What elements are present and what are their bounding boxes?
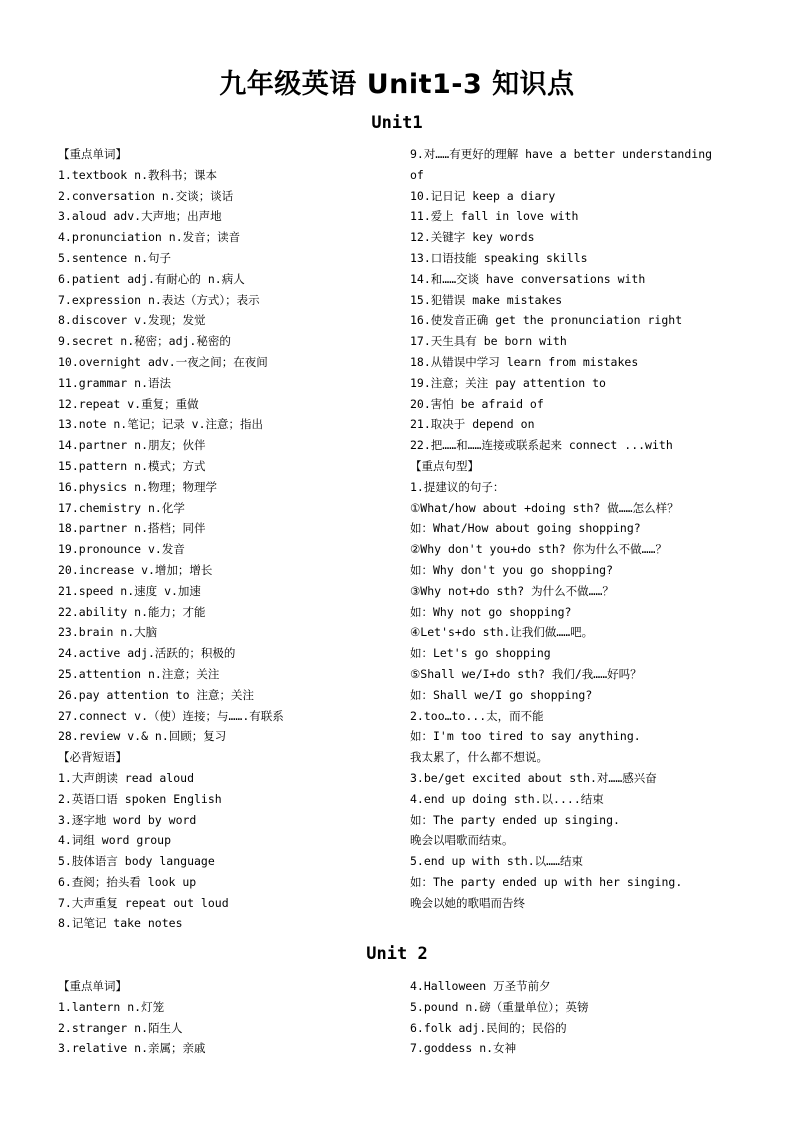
text-line: ①What/how about +doing sth? 做……怎么样？: [410, 500, 679, 515]
text-line: 9.对……有更好的理解 have a better understanding: [410, 147, 713, 161]
unit1-left-column: [58, 144, 284, 934]
text-line: 7.大声重复 repeat out loud: [58, 895, 229, 910]
text-line: 晚会以唱歌而结束。: [410, 833, 514, 848]
text-line: 3.relative n.亲属；亲戚: [58, 1041, 206, 1056]
text-line: 11.grammar n.语法: [58, 375, 172, 390]
text-line: 如：The party ended up singing.: [410, 812, 620, 827]
page-title: 九年级英语 Unit1-3 知识点: [219, 69, 575, 100]
unit2-right-column: [410, 976, 589, 1059]
text-line: 6.folk adj.民间的；民俗的: [410, 1020, 567, 1035]
text-line: 14.partner n.朋友；伙伴: [58, 438, 206, 453]
text-line: 10.overnight adv.一夜之间；在夜间: [58, 354, 268, 369]
text-line: 6.patient adj.有耐心的 n.病人: [58, 271, 245, 286]
text-line: 27.connect v.（使）连接；与…….有联系: [58, 708, 284, 723]
text-line: 16.使发音正确 get the pronunciation right: [410, 313, 683, 328]
text-line: 15.pattern n.模式；方式: [58, 458, 206, 473]
text-line: 13.口语技能 speaking skills: [410, 250, 588, 265]
unit1-right-column: [410, 144, 712, 913]
text-line: 【重点句型】: [410, 458, 479, 473]
text-line: 20.害怕 be afraid of: [410, 396, 544, 411]
text-line: 【必背短语】: [58, 750, 127, 765]
text-line: 11.爱上 fall in love with: [410, 209, 579, 224]
text-line: 7.expression n.表达（方式）；表示: [58, 292, 260, 307]
text-line: 1.lantern n.灯笼: [58, 999, 165, 1014]
text-line: 1.textbook n.教科书；课本: [58, 167, 218, 182]
text-line: ④Let's+do sth.让我们做……吧。: [410, 625, 594, 640]
text-line: 18.partner n.搭档；同伴: [58, 521, 206, 536]
text-line: 7.goddess n.女神: [410, 1041, 517, 1056]
text-line: 如：Why not go shopping?: [410, 604, 572, 619]
text-line: 12.关键字 key words: [410, 230, 535, 245]
text-line: 28.review v.& n.回顾；复习: [58, 729, 227, 744]
text-line: 3.逐字地 word by word: [58, 812, 197, 827]
text-line: 26.pay attention to 注意；关注: [58, 687, 254, 702]
text-line: 19.注意；关注 pay attention to: [410, 375, 606, 390]
text-line: 22.把……和……连接或联系起来 connect ...with: [410, 438, 673, 453]
text-line: 4.词组 word group: [58, 833, 172, 848]
text-line: 5.end up with sth.以……结束: [410, 854, 583, 869]
text-line: 2.too…to...太，而不能: [410, 708, 544, 723]
text-line: 9.secret n.秘密；adj.秘密的: [58, 334, 231, 349]
text-line: 2.英语口语 spoken English: [58, 791, 222, 806]
text-line: 5.肢体语言 body language: [58, 854, 215, 869]
text-line: 4.end up doing sth.以....结束: [410, 791, 604, 806]
text-line: 【重点单词】: [58, 979, 127, 993]
text-line: 如：The party ended up with her singing.: [410, 874, 683, 889]
text-line: ⑤Shall we/I+do sth? 我们/我……好吗？: [410, 666, 642, 681]
text-line: ②Why don't you+do sth? 你为什么不做……？: [410, 542, 667, 557]
text-line: 1.大声朗读 read aloud: [58, 770, 195, 785]
text-line: 14.和……交谈 have conversations with: [410, 271, 646, 286]
text-line: 我太累了，什么都不想说。: [410, 750, 548, 765]
text-line: 10.记日记 keep a diary: [410, 188, 556, 203]
text-line: 如：What/How about going shopping?: [410, 521, 641, 536]
text-line: 1.提建议的句子：: [410, 479, 505, 494]
text-line: 3.aloud adv.大声地；出声地: [58, 209, 222, 224]
text-line: 【重点单词】: [58, 147, 127, 161]
text-line: 如：Let's go shopping: [410, 646, 551, 661]
text-line: 24.active adj.活跃的；积极的: [58, 646, 236, 661]
text-line: 如：Why don't you go shopping?: [410, 562, 614, 577]
text-line: 25.attention n.注意；关注: [58, 666, 220, 681]
text-line: 15.犯错误 make mistakes: [410, 292, 563, 307]
text-line: 6.查阅；抬头看 look up: [58, 874, 197, 889]
text-line: 18.从错误中学习 learn from mistakes: [410, 354, 639, 369]
unit2-heading: Unit 2: [366, 944, 428, 964]
text-line: 2.conversation n.交谈；谈话: [58, 188, 234, 203]
text-line: 8.记笔记 take notes: [58, 916, 183, 931]
text-line: 19.pronounce v.发音: [58, 542, 185, 557]
unit2-left-column: [58, 976, 206, 1059]
text-line: 20.increase v.增加；增长: [58, 562, 213, 577]
text-line: 21.取决于 depend on: [410, 417, 535, 432]
text-line: 晚会以她的歌唱而告终: [410, 895, 525, 910]
text-line: 13.note n.笔记；记录 v.注意；指出: [58, 417, 264, 432]
text-line: 17.chemistry n.化学: [58, 500, 185, 515]
text-line: 23.brain n.大脑: [58, 625, 158, 640]
text-line: 8.discover v.发现；发觉: [58, 313, 206, 328]
text-line: of: [410, 167, 424, 182]
text-line: 如：Shall we/I go shopping?: [410, 687, 593, 702]
text-line: 如：I'm too tired to say anything.: [410, 729, 641, 744]
text-line: 5.pound n.磅（重量单位）；英镑: [410, 999, 589, 1014]
text-line: 3.be/get excited about sth.对……感兴奋: [410, 770, 657, 785]
text-line: 16.physics n.物理；物理学: [58, 479, 218, 494]
unit1-heading: Unit1: [371, 113, 423, 133]
text-line: 5.sentence n.句子: [58, 250, 172, 265]
text-line: ③Why not+do sth? 为什么不做……？: [410, 583, 614, 598]
text-line: 17.天生具有 be born with: [410, 334, 567, 349]
text-line: 12.repeat v.重复；重做: [58, 396, 199, 411]
text-line: 21.speed n.速度 v.加速: [58, 583, 201, 598]
text-line: 4.Halloween 万圣节前夕: [410, 979, 551, 993]
text-line: 22.ability n.能力；才能: [58, 604, 206, 619]
text-line: 2.stranger n.陌生人: [58, 1020, 183, 1035]
text-line: 4.pronunciation n.发音；读音: [58, 230, 241, 245]
